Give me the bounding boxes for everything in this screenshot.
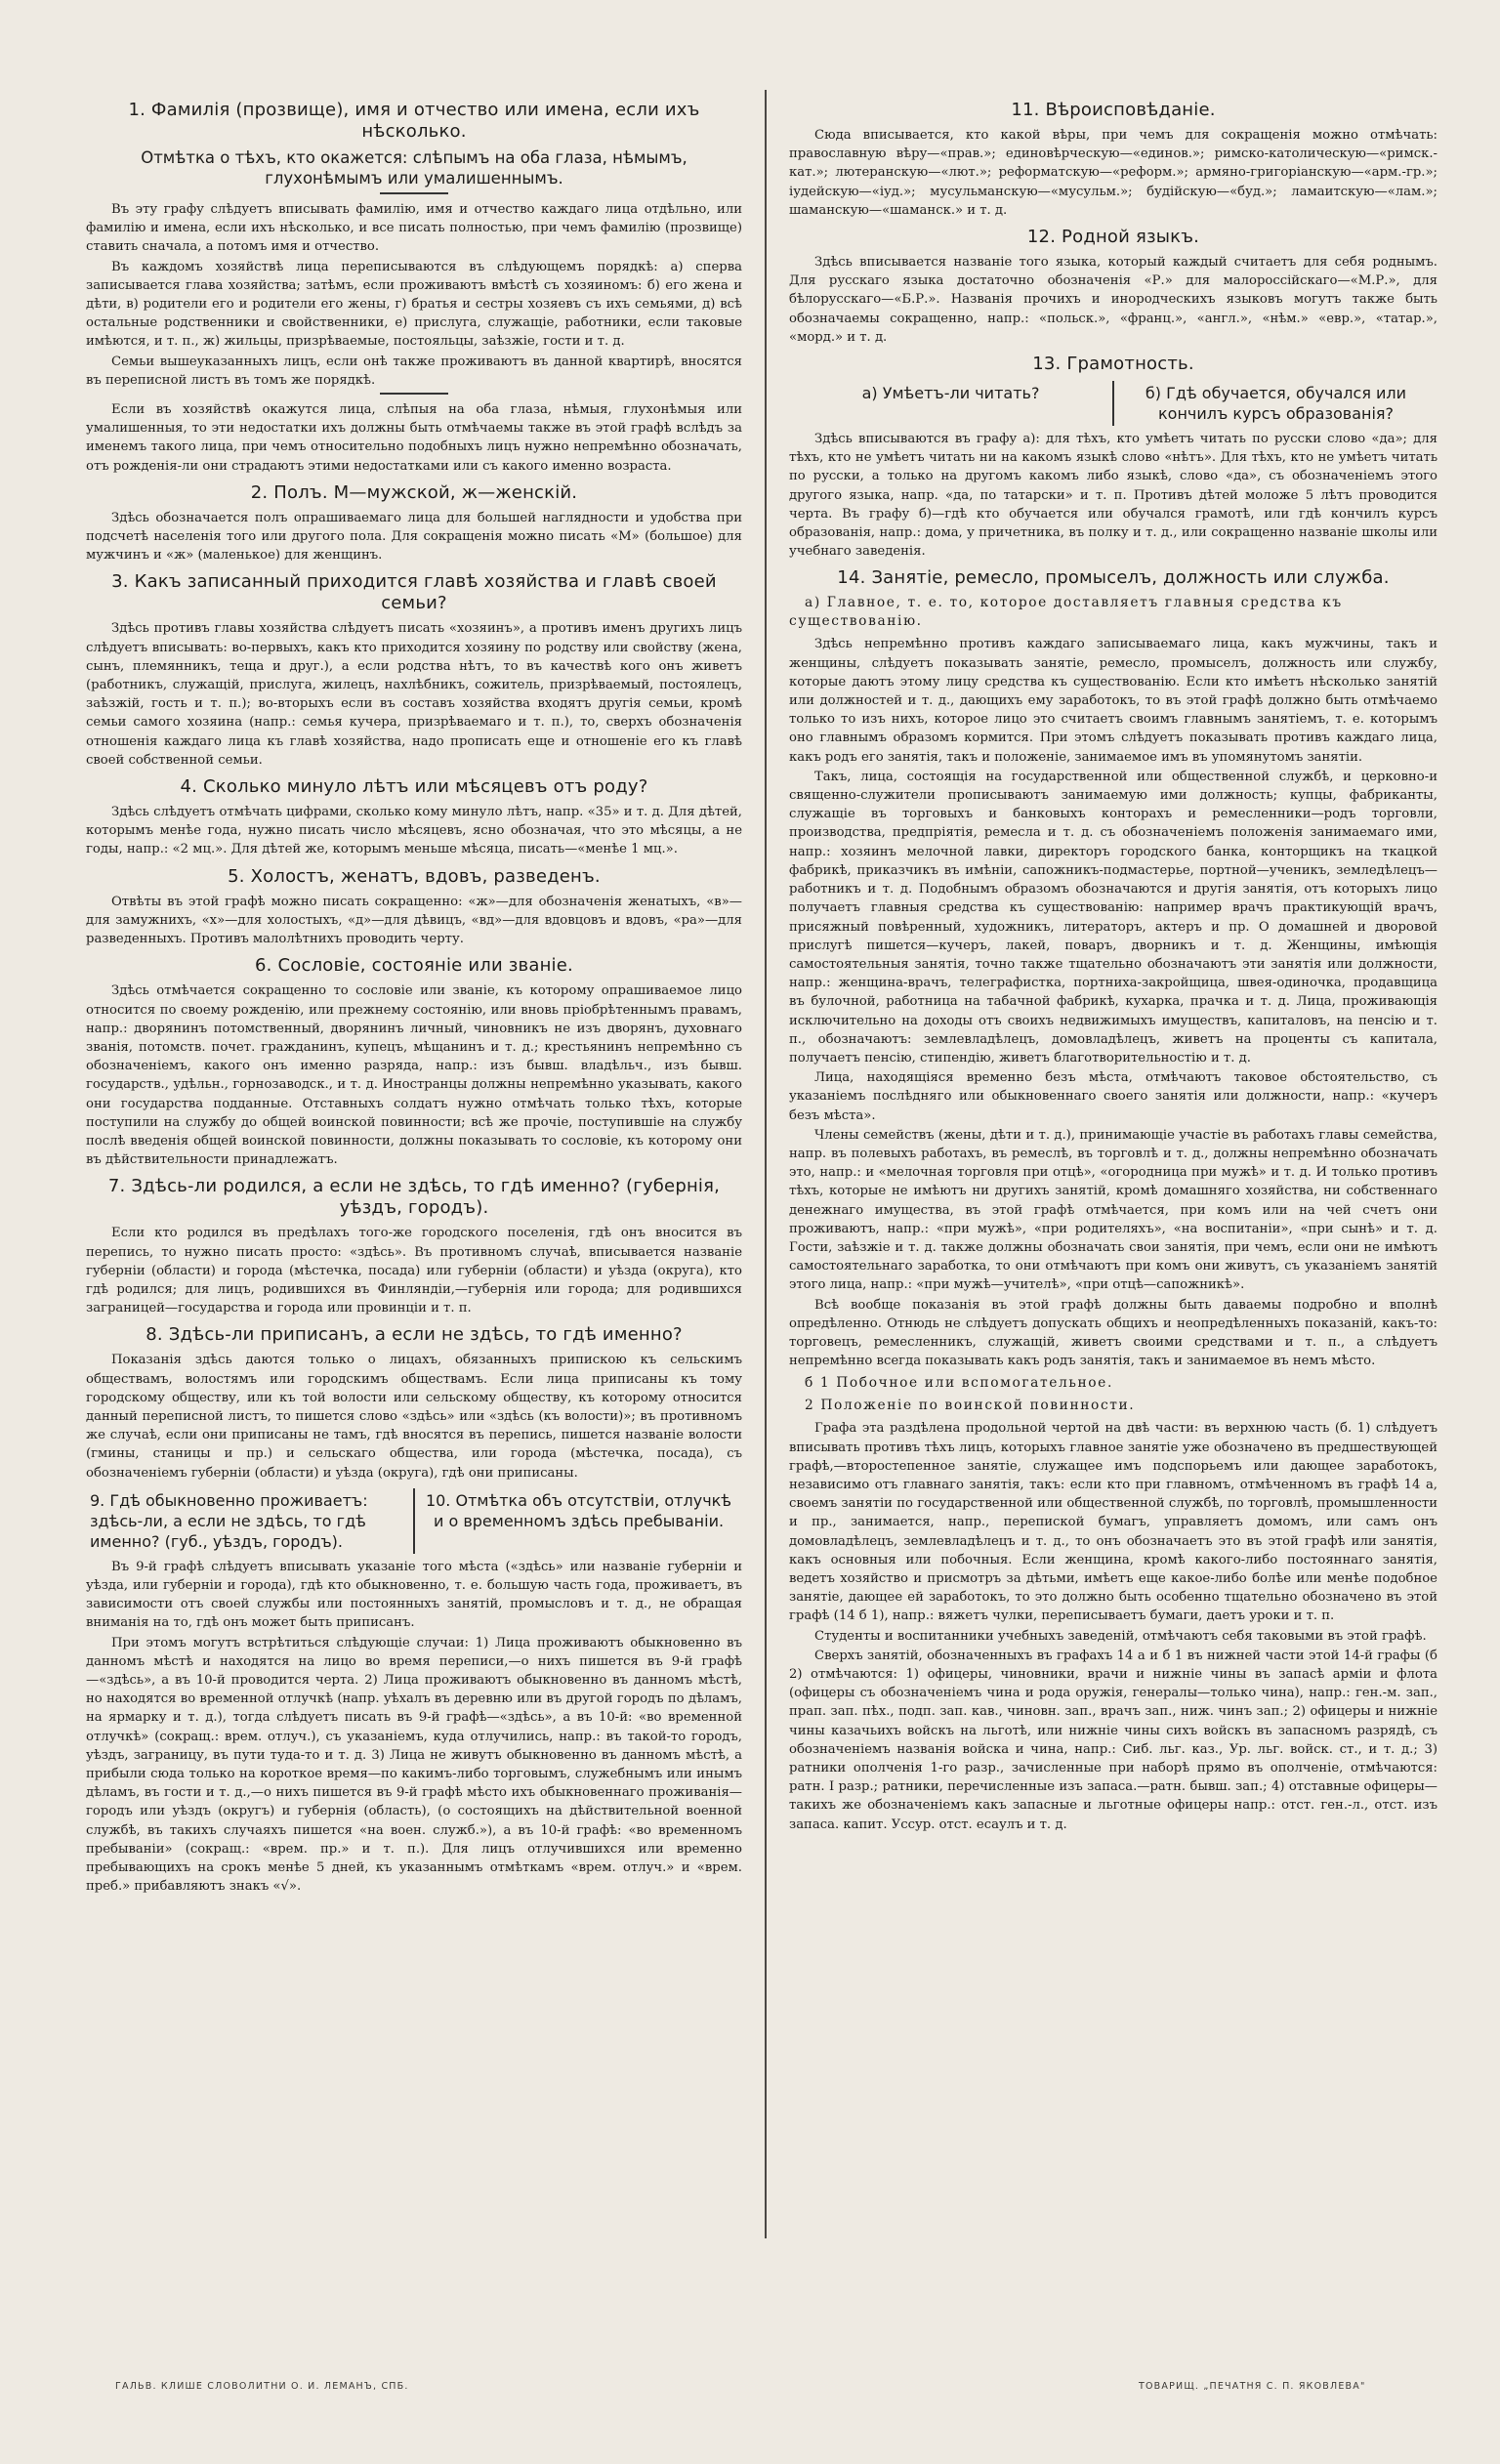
section-1-subheading: Отмѣтка о тѣхъ, кто окажется: слѣпымъ на оба глаза, нѣмымъ, глухонѣмымъ или умалишеннымъ.	[141, 148, 688, 188]
paragraph: Здѣсь вписывается названіе того языка, который каждый считаетъ для себя роднымъ. Для русскаго языка достаточно обозначенія «Р.» для малороссійскаго—«М.Р.», для бѣлорусскаго—«Б.Р.». Названія прочихъ и инородческихъ языковъ могутъ также быть обозначаемы сокращенно, напр.: «польск.», «франц.», «англ.», «нѣм.» «евр.», «татар.», «морд.» и т. д.	[789, 255, 1438, 345]
section-6-heading: 6. Сословіе, состояніе или званіе.	[255, 955, 573, 977]
printer-credit-left: ГАЛЬВ. КЛИШЕ СЛОВОЛИТНИ О. И. ЛЕМАНЪ, СПБ.	[115, 2381, 409, 2392]
paragraph: Члены семействъ (жены, дѣти и т. д.), принимающіе участіе въ работахъ главы семейства, напр. въ полевыхъ работахъ, въ ремеслѣ, въ торговлѣ и т. д., должны непремѣнно обозначать это, напр.: и «мелочная торговля при отцѣ», «огородница при мужѣ» и т. д. И только противъ тѣхъ, которые не имѣютъ ни другихъ занятій, кромѣ домашняго хозяйства, ни собственнаго денежнаго имущества, въ этой графѣ отмѣчается, при комъ или на чей счетъ они проживаютъ, напр.: «при мужѣ», «при родителяхъ», «на воспитаніи», «при сынѣ» и т. д. Гости, заѣзжіе и т. д. также должны обозначать свои занятія, при чемъ, если они не имѣютъ самостоятельнаго заработка, то они отмѣчаютъ при комъ они живутъ, съ указаніемъ занятій этого лица, напр.: «при мужѣ—учителѣ», «при отцѣ—сапожникѣ».	[789, 1127, 1438, 1293]
paragraph: Здѣсь слѣдуетъ отмѣчать цифрами, сколько кому минуло лѣтъ, напр. «35» и т. д. Для дѣтей, которымъ менѣе года, нужно писать число мѣсяцевъ, ясно обозначая, что это мѣсяцы, а не годы, напр.: «2 мц.». Для дѣтей же, которымъ меньше мѣсяца, писать—«менѣе 1 мц.».	[86, 805, 742, 857]
section-3-heading: 3. Какъ записанный приходится главѣ хозяйства и главѣ своей семьи?	[111, 571, 717, 614]
section-4-heading: 4. Сколько минуло лѣтъ или мѣсяцевъ отъ роду?	[180, 776, 648, 798]
paragraph: Такъ, лица, состоящія на государственной или общественной службѣ, и церковно-и священно-служители прописываютъ занимаемую ими должность; купцы, фабриканты, служащіе въ торговыхъ и банковыхъ конторахъ и ремесленники—родъ торговли, производства, предпріятія, ремесла и т. д. съ обозначеніемъ положенія занимаемаго ими, напр.: хозяинъ мелочной лавки, директоръ городского банка, конторщикъ на ткацкой фабрикѣ, приказчикъ въ имѣніи, сапожникъ-подмастерье, портной—ученикъ, земледѣлецъ—работникъ и т. д. Подобнымъ образомъ обозначаются и другія занятія, отъ которыхъ лицо получаетъ главныя средства къ существованію: например врачъ практикующій врачъ, присяжный повѣренный, художникъ, литераторъ, актеръ и пр. О домашней и дворовой прислугѣ пишется—кучеръ, лакей, поваръ, дворникъ и т. д. Женщины, имѣющія самостоятельныя занятія, точно также тщательно обозначаютъ эти занятія или должности, напр.: женщина-врачъ, телеграфистка, портниха-закройщица, швея-одиночка, продавщица въ булочной, работница на табачной фабрикѣ, кухарка, прачка и т. д. Лица, проживающія исключительно на доходы отъ своихъ недвижимыхъ имуществъ, капиталовъ, на пенсію и т. п., обозначаютъ: землевладѣлецъ, домовладѣлецъ, живетъ на проценты съ капитала, получаетъ пенсію, стипендію, живетъ благотворительностію и т. д.	[789, 769, 1438, 1065]
section-14b1-subheading: б 1 Побочное или вспомогательное.	[805, 1375, 1113, 1392]
paragraph: Показанія здѣсь даются только о лицахъ, обязанныхъ припискою къ сельскимъ обществамъ, волостямъ или городскимъ обществамъ. Если лица приписаны къ тому городскому обществу, или къ той волости или сельскому обществу, къ которому относится данный переписной листъ, то пишется слово «здѣсь» или «здѣсь (къ волости)»; въ противномъ же случаѣ, если они приписаны не тамъ, гдѣ вносятся въ перепись, пишется названіе волости (гмины, станицы и пр.) и сельскаго общества, или города (мѣстечка, посада), съ обозначеніемъ губерніи (области) и уѣзда (округа), гдѣ они приписаны.	[86, 1353, 742, 1481]
section-10-heading: 10. Отмѣтка объ отсутствіи, отлучкѣ и о временномъ здѣсь пребываніи.	[413, 1488, 742, 1554]
paragraph: Въ 9-й графѣ слѣдуетъ вписывать указаніе того мѣста («здѣсь» или названіе губерніи и уѣзда, или губерніи и города), гдѣ кто обыкновенно, т. е. большую часть года, проживаетъ, въ зависимости отъ своей службы или постоянныхъ занятій, промысловъ и т. д., не обращая вниманія на то, гдѣ онъ может быть приписанъ.	[86, 1559, 742, 1631]
printer-credit-right: ТОВАРИЩ. „ПЕЧАТНЯ С. П. ЯКОВЛЕВА"	[1139, 2381, 1366, 2392]
paragraph: Всѣ вообще показанія въ этой графѣ должны быть даваемы подробно и вполнѣ опредѣленно. Отнюдь не слѣдуетъ допускать общихъ и неопредѣленныхъ показаній, какъ-то: торговецъ, ремесленникъ, служащій, живетъ своими средствами и т. п., а слѣдуетъ непремѣнно всегда показывать какъ родъ занятія, такъ и занимаемое въ немъ мѣсто.	[789, 1297, 1438, 1369]
section-7-heading: 7. Здѣсь-ли родился, а если не здѣсь, то гдѣ именно? (губернія, уѣздъ, городъ).	[107, 1176, 721, 1219]
paragraph: Семьи вышеуказанныхъ лицъ, если онѣ также проживаютъ въ данной квартирѣ, вносятся въ переписной листъ въ томъ же порядкѣ.	[86, 354, 742, 388]
section-2-heading: 2. Полъ. М—мужской, ж—женскій.	[250, 481, 578, 503]
section-8-heading: 8. Здѣсь-ли приписанъ, а если не здѣсь, то гдѣ именно?	[146, 1324, 683, 1346]
paragraph: Здѣсь непремѣнно противъ каждаго записываемаго лица, какъ мужчины, такъ и женщины, слѣдуетъ показывать занятіе, ремесло, промыселъ, должность или службу, которые даютъ этому лицу средства къ существованію. Если кто имѣетъ нѣсколько занятій или должностей и т. д., дающихъ ему заработокъ, то въ этой графѣ должно быть отмѣчаемо только то изъ нихъ, которое лицо это считаетъ своимъ главнымъ занятіемъ, т. е. которымъ оно главнымъ образомъ кормится. При этомъ слѣдуетъ показывать противъ каждаго лица, какъ родъ его занятія, такъ и положеніе, занимаемое имъ въ упомянутомъ занятіи.	[789, 637, 1438, 765]
section-9-heading: 9. Гдѣ обыкновенно проживаетъ: здѣсь-ли, а если не здѣсь, то гдѣ именно? (губ., уѣздъ, городъ).	[90, 1490, 368, 1551]
section-1-heading: 1. Фамилія (прозвище), имя и отчество или имена, если ихъ нѣсколько.	[128, 100, 700, 142]
paragraph: Сюда вписывается, кто какой вѣры, при чемъ для сокращенія можно отмѣчать: православную вѣру—«прав.»; единовѣрческую—«единов.»; римско-католическую—«римск.-кат.»; лютеранскую—«лют.»; реформатскую—«реформ.»; армяно-григоріанскую—«арм.-гр.»; іудейскую—«іуд.»; мусульманскую—«мусульм.»; будійскую—«буд.»; ламаитскую—«лам.»; шаманскую—«шаманск.» и т. д.	[789, 128, 1438, 218]
paragraph: Студенты и воспитанники учебныхъ заведеній, отмѣчаютъ себя таковыми въ этой графѣ.	[814, 1628, 1427, 1644]
paragraph: Лица, находящіяся временно безъ мѣста, отмѣчаютъ таковое обстоятельство, съ указаніемъ послѣдняго или обыкновеннаго своего занятія или должности, напр.: «кучеръ безъ мѣста».	[789, 1070, 1438, 1123]
divider	[380, 393, 448, 395]
left-column	[86, 93, 742, 2310]
paragraph: Въ каждомъ хозяйствѣ лица переписываются въ слѣдующемъ порядкѣ: а) сперва записывается глава хозяйства; затѣмъ, если проживаютъ вмѣстѣ съ хозяиномъ: б) его жена и дѣти, в) родители его и родители его жены, г) братья и сестры хозяевъ съ ихъ семьями, д) всѣ остальные родственники и свойственники, е) прислуга, служащіе, работники, если таковые имѣются, и т. п., ж) жильцы, призрѣваемые, постояльцы, заѣзжіе, гости и т. д.	[86, 259, 742, 350]
paragraph: Въ эту графу слѣдуетъ вписывать фамилію, имя и отчество каждаго лица отдѣльно, или фамилію и имена, если ихъ нѣсколько, и все писать полностью, при чемъ фамилію (прозвище) ставить сначала, а потомъ имя и отчество.	[86, 202, 742, 255]
section-13b-heading: б) Гдѣ обучается, обучался или кончилъ курсъ образованія?	[1112, 381, 1438, 426]
section-9-10-heading	[86, 1488, 742, 1554]
section-11-heading: 11. Вѣроисповѣданіе.	[1011, 100, 1216, 120]
paragraph: При этомъ могутъ встрѣтиться слѣдующіе случаи: 1) Лица проживаютъ обыкновенно въ данномъ мѣстѣ и находятся на лицо во время переписи,—о нихъ пишется въ 9-й графѣ—«здѣсь», а въ 10-й проводится черта. 2) Лица проживаютъ обыкновенно въ данномъ мѣстѣ, но находятся во временной отлучкѣ (напр. уѣхалъ въ деревню или въ другой городъ по дѣламъ, на ярмарку и т. д.), тогда слѣдуетъ писать въ 9-й графѣ—«здѣсь», а въ 10-й: «во временной отлучкѣ» (сокращ.: врем. отлуч.), съ указаніемъ, куда отлучились, напр.: въ такой-то городъ, уѣздъ, заграницу, въ пути туда-то и т. д. 3) Лица не живутъ обыкновенно въ данномъ мѣстѣ, а прибыли сюда только на короткое время—по какимъ-либо торговымъ, служебнымъ или инымъ дѣламъ, въ гости и т. д.,—о нихъ пишется въ 9-й графѣ мѣсто ихъ обыкновеннаго проживанія—городъ или уѣздъ (округъ) и губернія (область), (о состоящихъ на дѣйствительной военной службѣ, въ такихъ случаяхъ пишется «на воен. служб.»), а въ 10-й графѣ: «во временномъ пребываніи» (сокращ.: «врем. пр.» и т. п.). Для лицъ отлучившихся или временно пребывающихъ на срокъ менѣе 5 дней, къ указаннымъ отмѣткамъ «врем. отлуч.» и «врем. преб.» прибавляютъ знакъ «√».	[86, 1635, 742, 1895]
section-13-subheadings	[789, 381, 1438, 426]
section-5-heading: 5. Холостъ, женатъ, вдовъ, разведенъ.	[228, 865, 601, 887]
section-12-heading: 12. Родной языкъ.	[1026, 227, 1200, 248]
section-14b2-subheading: 2 Положеніе по воинской повинности.	[805, 1398, 1136, 1414]
paragraph: Сверхъ занятій, обозначенныхъ въ графахъ 14 а и б 1 въ нижней части этой 14-й графы (б 2) отмѣчаются: 1) офицеры, чиновники, врачи и нижніе чины въ запасѣ арміи и флота (офицеры съ обозначеніемъ чина и рода оружія, генералы—только чина), напр.: ген.-м. зап., прап. зап. пѣх., подп. зап. кав., чиновн. зап., врачъ зап., ниж. чинъ зап.; 2) офицеры и нижніе чины казачьихъ войскъ на льготѣ, или нижніе чины сихъ войскъ въ запасномъ разрядѣ, съ обозначеніемъ названія войска и чина, напр.: Сиб. льг. каз., Ур. льг. войск. ст., и т. д.; 3) ратники ополченія 1-го разр., зачисленные при наборѣ прямо въ ополченіе, отмѣчаются: ратн. I разр.; ратники, перечисленные изъ запаса.—ратн. бывш. зап.; 4) отставные офицеры—такихъ же обозначеніемъ какъ запасные и льготные офицеры напр.: отст. ген.-л., отст. изъ запаса. капит. Уссур. отст. есаулъ и т. д.	[789, 1648, 1438, 1832]
column-divider	[765, 90, 767, 2238]
section-13-heading: 13. Грамотность.	[1032, 354, 1194, 375]
paragraph: Здѣсь обозначается полъ опрашиваемаго лица для большей наглядности и удобства при подсчетѣ населенія того или другого пола. Для сокращенія можно писать «М» (большое) для мужчинъ и «ж» (маленькое) для женщинъ.	[86, 510, 742, 564]
paragraph: Графа эта раздѣлена продольной чертой на двѣ части: въ верхнюю часть (б. 1) слѣдуетъ вписывать противъ тѣхъ лицъ, которыхъ главное занятіе уже обозначено въ предшествующей графѣ,—второстепенное занятіе, служащее имъ подспорьемъ или дающее заработокъ, независимо отъ главнаго занятія, такъ: если кто при главномъ, отмѣченномъ въ графѣ 14 а, своемъ занятіи по государственной или общественной службѣ, по торговлѣ, промышленности и пр., занимается, напр., перепиской бумагъ, управляетъ домомъ, или самъ онъ домовладѣлецъ, землевладѣлецъ и т. д., то онъ обозначаетъ это въ этой графѣ или занятія, какъ основныя или побочныя. Если женщина, кромѣ какого-либо постояннаго занятія, ведетъ хозяйство и присмотръ за дѣтьми, имѣетъ еще какое-либо болѣе или менѣе подобное занятіе, дающее ей заработокъ, то это должно быть особенно тщательно обозначено въ этой графѣ (14 б 1), напр.: вяжетъ чулки, переписываетъ бумаги, даетъ уроки и т. п.	[789, 1421, 1438, 1624]
section-14-heading: 14. Занятіе, ремесло, промыселъ, должность или служба.	[837, 567, 1390, 589]
right-column	[789, 93, 1438, 2310]
section-14a-subheading: а) Главное, т. е. то, которое доставляетъ главныя средства къ существованію.	[789, 595, 1343, 630]
paragraph: Здѣсь противъ главы хозяйства слѣдуетъ писать «хозяинъ», а противъ именъ другихъ лицъ слѣдуетъ вписывать: во-первыхъ, какъ кто приходится хозяину по родству или свойству (жена, сынъ, племянникъ, теща и друг.), а если родства нѣтъ, то въ качествѣ кого онъ живетъ (работникъ, служащій, прислуга, жилецъ, нахлѣбникъ, сожитель, призрѣваемый, постоялецъ, заѣзжій, гость и т. п.); во-вторыхъ если въ составъ хозяйства входятъ другія семьи, кромѣ семьи самого хозяина (напр.: семья кучера, призрѣваемаго и т. п.), то, сверхъ обозначенія отношенія каждаго лица къ главѣ хозяйства, надо прописать еще и отношеніе его къ главѣ своей собственной семьи.	[86, 621, 742, 768]
divider	[380, 192, 448, 194]
section-13a-heading: а) Умѣетъ-ли читать?	[861, 384, 1040, 403]
paragraph: Если въ хозяйствѣ окажутся лица, слѣпыя на оба глаза, нѣмыя, глухонѣмыя или умалишенныя, то эти недостатки ихъ должны быть отмѣчаемы также въ этой графѣ вслѣдъ за именемъ такого лица, при чемъ относительно подобныхъ лицъ нужно непремѣнно обозначать, отъ рожденія-ли они страдаютъ этими недостатками или съ какого именно возраста.	[86, 402, 742, 474]
paragraph: Если кто родился въ предѣлахъ того-же городского поселенія, гдѣ онъ вносится въ перепись, то нужно писать просто: «здѣсь». Въ противномъ случаѣ, вписывается названіе губерніи (области) и города (мѣстечка, посада) или губерніи (области) и уѣзда (округа), кто гдѣ родился; для лицъ, родившихся въ Финляндіи,—губернія или города; для родившихся заграницей—государства и города или провинціи и т. п.	[86, 1226, 742, 1316]
paragraph: Отвѣты въ этой графѣ можно писать сокращенно: «ж»—для обозначенія женатыхъ, «в»—для замужнихъ, «х»—для холостыхъ, «д»—для дѣвицъ, «вд»—для вдовцовъ и вдовъ, «ра»—для разведенныхъ. Противъ малолѣтнихъ проводить черту.	[86, 894, 742, 947]
paragraph: Здѣсь отмѣчается сокращенно то сословіе или званіе, къ которому опрашиваемое лицо относится по своему рожденію, или прежнему состоянію, или вновь пріобрѣтеннымъ правамъ, напр.: дворянинъ потомственный, дворянинъ личный, чиновникъ не изъ дворянъ, духовнаго званія, потомств. почет. гражданинъ, купецъ, мѣщанинъ и т. д.; крестьянинъ непремѣнно съ обозначеніемъ, какого онъ именно разряда, напр.: изъ бывш. владѣльч., изъ бывш. государств., удѣльн., горнозаводск., и т. д. Иностранцы должны непремѣнно указывать, какого они государства подданные. Отставныхъ солдатъ нужно отмѣчать только тѣхъ, которые поступили на службу до общей воинской повинности; всѣ же прочіе, поступившіе на службу послѣ введенія общей воинской повинности, должны показывать то сословіе, къ которому они въ дѣйствительности принадлежатъ.	[86, 983, 742, 1168]
paragraph: Здѣсь вписываются въ графу а): для тѣхъ, кто умѣетъ читать по русски слово «да»; для тѣхъ, кто не умѣетъ читать ни на какомъ языкѣ слово «нѣтъ». Для тѣхъ, кто не умѣетъ читать по русски, а только на другомъ какомъ либо языкѣ, слово «да», съ обозначеніемъ этого другого языка, напр. «да, по татарски» и т. п. Противъ дѣтей моложе 5 лѣтъ проводится черта. Въ графу б)—гдѣ кто обучается или обучался грамотѣ, или гдѣ кончилъ курсъ образованія, напр.: дома, у причетника, въ полку и т. д., или сокращенно названіе школы или учебнаго заведенія.	[789, 432, 1438, 560]
